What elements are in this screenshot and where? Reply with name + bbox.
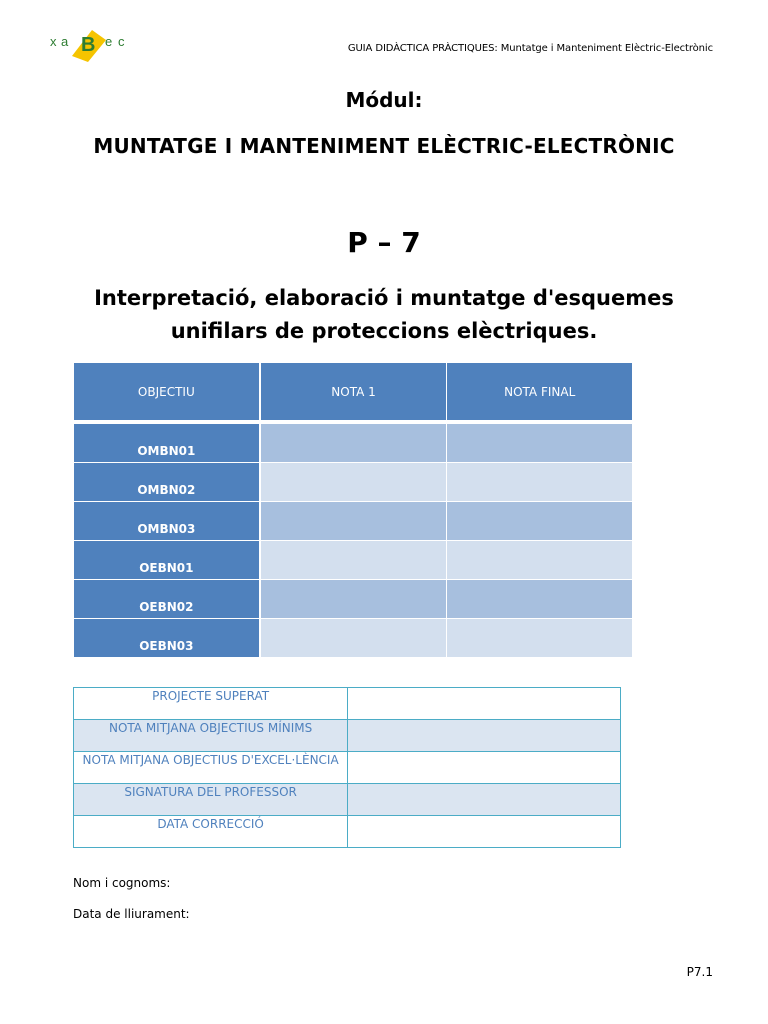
page-number: P7.1: [686, 965, 713, 979]
header-objectiu: OBJECTIU: [74, 363, 259, 420]
logo-letter-b: B: [81, 34, 96, 56]
table-row: [74, 720, 621, 752]
table-row: [74, 752, 621, 784]
nota-final-cell[interactable]: [447, 580, 632, 618]
nota1-cell[interactable]: [261, 580, 447, 618]
logo-letter-a: a: [61, 34, 69, 49]
objective-code: OEBN03: [74, 619, 259, 657]
table-row: [74, 688, 621, 720]
nota1-cell[interactable]: [261, 424, 447, 462]
objective-code: OEBN02: [74, 580, 259, 618]
objectives-header-row: [74, 363, 632, 420]
table-row: [74, 784, 621, 816]
objectives-table: [74, 363, 632, 658]
table-row: [74, 619, 632, 657]
table-row: [74, 580, 632, 618]
delivery-date-field-label: Data de lliurament:: [73, 907, 190, 921]
module-name: MUNTATGE I MANTENIMENT ELÈCTRIC-ELECTRÒNIC: [93, 134, 675, 158]
practice-code: P – 7: [347, 226, 421, 259]
nota-final-cell[interactable]: [447, 424, 632, 462]
summary-label: NOTA MITJANA OBJECTIUS D'EXCEL·LÈNCIA: [74, 752, 348, 784]
nota1-cell[interactable]: [261, 463, 447, 501]
name-field-label: Nom i cognoms:: [73, 876, 171, 890]
nota-final-cell[interactable]: [447, 463, 632, 501]
summary-label: PROJECTE SUPERAT: [74, 688, 348, 720]
nota-final-cell[interactable]: [447, 502, 632, 540]
table-row: [74, 541, 632, 579]
table-row: [74, 502, 632, 540]
summary-table: [73, 687, 621, 848]
logo-letter-x: x: [50, 34, 57, 49]
summary-label: SIGNATURA DEL PROFESSOR: [74, 784, 348, 816]
nota-final-cell[interactable]: [447, 619, 632, 657]
summary-label: DATA CORRECCIÓ: [74, 816, 348, 848]
summary-value[interactable]: [348, 752, 621, 784]
nota1-cell[interactable]: [261, 502, 447, 540]
table-row: [74, 463, 632, 501]
table-row: [74, 424, 632, 462]
module-label: Módul:: [345, 88, 423, 112]
nota1-cell[interactable]: [261, 541, 447, 579]
xabec-logo: [48, 26, 132, 66]
summary-value[interactable]: [348, 784, 621, 816]
header-nota-1: NOTA 1: [261, 363, 447, 420]
summary-label: NOTA MITJANA OBJECTIUS MÍNIMS: [74, 720, 348, 752]
nota1-cell[interactable]: [261, 619, 447, 657]
objective-code: OMBN02: [74, 463, 259, 501]
objective-code: OMBN01: [74, 424, 259, 462]
summary-value[interactable]: [348, 720, 621, 752]
nota-final-cell[interactable]: [447, 541, 632, 579]
table-row: [74, 816, 621, 848]
objective-code: OEBN01: [74, 541, 259, 579]
header-nota-final: NOTA FINAL: [447, 363, 632, 420]
summary-value[interactable]: [348, 688, 621, 720]
logo-letter-e: e: [105, 34, 113, 49]
objective-code: OMBN03: [74, 502, 259, 540]
logo-letter-c: c: [118, 34, 125, 49]
practice-title: Interpretació, elaboració i muntatge d'esquemes unifilars de proteccions elèctriques.: [94, 286, 674, 343]
summary-value[interactable]: [348, 816, 621, 848]
document-header: GUIA DIDÀCTICA PRÀCTIQUES: Muntatge i Manteniment Elèctric-Electrònic: [347, 43, 713, 54]
